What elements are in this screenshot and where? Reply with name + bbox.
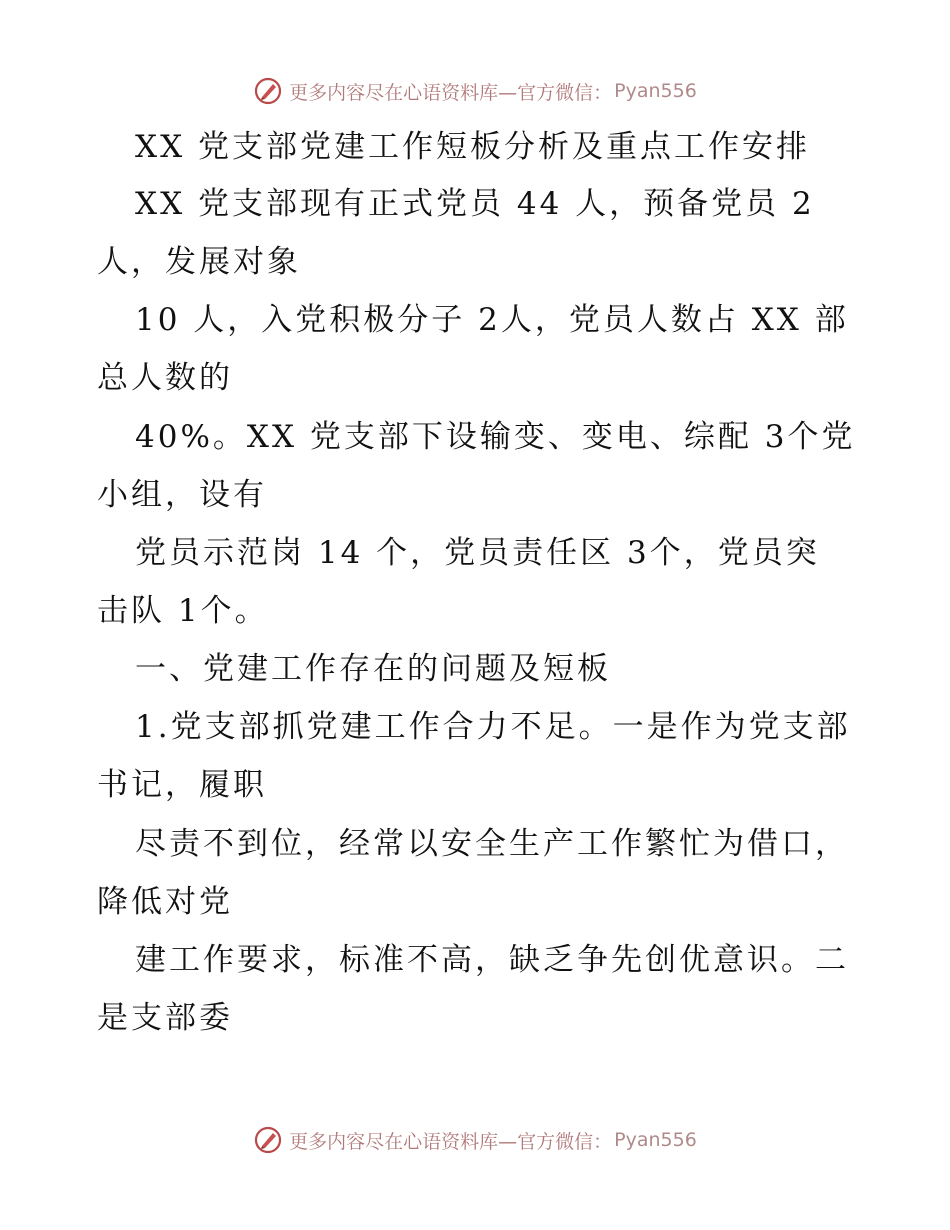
text-line: 建工作要求，标准不高，缺乏争先创优意识。二 <box>135 942 849 978</box>
pen-logo-icon <box>253 1125 283 1155</box>
text-line: 击队 1个。 <box>97 593 269 629</box>
text-line: 1.党支部抓党建工作合力不足。一是作为党支部 <box>135 709 851 745</box>
header-watermark <box>0 71 950 111</box>
watermark-text: 更多内容尽在心语资料库—官方微信： <box>289 1130 613 1153</box>
text-line: 尽责不到位，经常以安全生产工作繁忙为借口， <box>135 826 849 862</box>
watermark-id: Pyan556 <box>614 1129 697 1151</box>
text-line: XX 党支部现有正式党员 44 人，预备党员 2 <box>135 186 815 222</box>
text-line: 40%。XX 党支部下设输变、变电、综配 3个党 <box>135 419 856 455</box>
pen-logo-icon <box>253 76 283 106</box>
watermark-id: Pyan556 <box>614 80 697 102</box>
watermark-text: 更多内容尽在心语资料库—官方微信： <box>289 81 613 104</box>
text-line: 小组，设有 <box>97 477 267 513</box>
text-line: 降低对党 <box>97 884 233 920</box>
footer-watermark <box>0 1120 950 1160</box>
section-heading: 一、党建工作存在的问题及短板 <box>135 651 611 687</box>
text-line: 党员示范岗 14 个，党员责任区 3个，党员突 <box>135 535 820 571</box>
text-line: 10 人，入党积极分子 2人，党员人数占 XX 部 <box>135 302 849 338</box>
text-line: 人，发展对象 <box>97 244 301 280</box>
text-line: 是支部委 <box>97 1000 233 1036</box>
text-line: 书记，履职 <box>97 767 267 803</box>
text-line: 总人数的 <box>97 360 233 396</box>
document-title: XX 党支部党建工作短板分析及重点工作安排 <box>135 129 810 165</box>
